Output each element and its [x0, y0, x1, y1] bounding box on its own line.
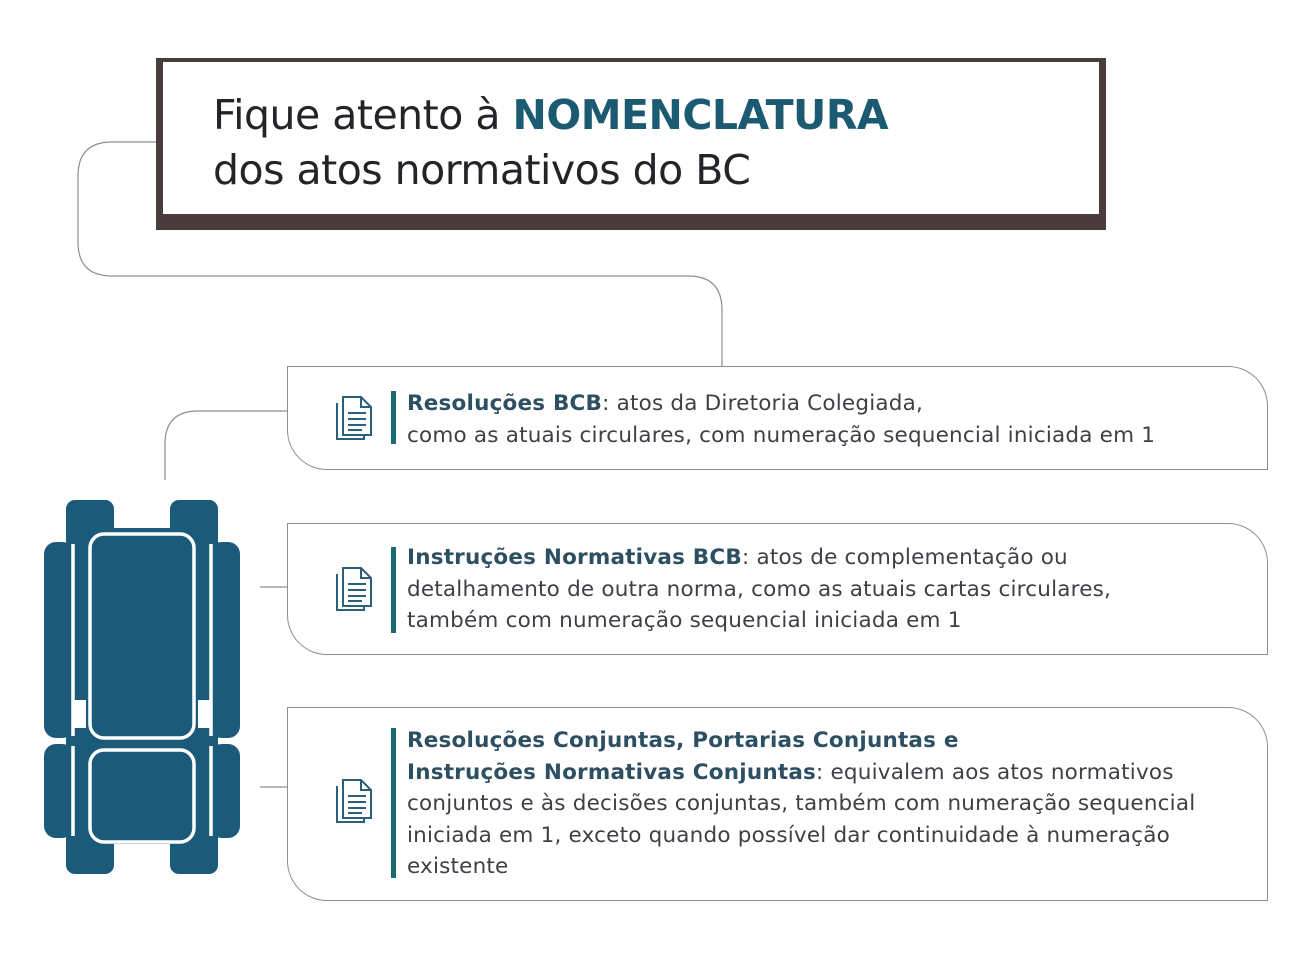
- card-line-5: existente: [407, 854, 509, 879]
- title-box: [163, 62, 1099, 214]
- title-prefix: Fique atento à: [213, 91, 513, 139]
- document-icon: [334, 778, 374, 824]
- card-term: Resoluções BCB: [407, 391, 603, 416]
- card-text: [407, 542, 1253, 637]
- bc-logo-icon: [42, 500, 242, 874]
- title-line-2: dos atos normativos do BC: [213, 146, 751, 194]
- title-highlight: NOMENCLATURA: [512, 91, 889, 139]
- card-instrucoes-normativas-bcb: [287, 523, 1268, 655]
- card-text: [407, 388, 1253, 451]
- document-icon: [334, 566, 374, 612]
- card-line-3: conjuntos e às decisões conjuntas, também com numeração sequencial: [407, 791, 1196, 816]
- card-accent-bar: [391, 391, 396, 444]
- card-line-1: Resoluções BCB: atos da Diretoria Colegiada,: [407, 391, 924, 416]
- card-line-3: também com numeração sequencial iniciada em 1: [407, 608, 962, 633]
- card-text: [407, 725, 1253, 883]
- card-term: Instruções Normativas BCB: [407, 545, 742, 570]
- card-line-2: detalhamento de outra norma, como as atuais cartas circulares,: [407, 576, 1112, 602]
- card-line-2: Instruções Normativas Conjuntas: equivalem aos atos normativos: [407, 759, 1174, 785]
- title-line-1: [213, 88, 1099, 143]
- card-term: Resoluções Conjuntas, Portarias Conjuntas e: [407, 728, 959, 753]
- card-line-2: como as atuais circulares, com numeração sequencial iniciada em 1: [407, 422, 1156, 448]
- card-line-1: [407, 725, 1253, 757]
- card-term-2: Instruções Normativas Conjuntas: [407, 759, 817, 785]
- card-line-4: iniciada em 1, exceto quando possível dar continuidade à numeração: [407, 822, 1170, 848]
- card-accent-bar: [391, 547, 396, 633]
- card-accent-bar: [391, 728, 396, 878]
- card-1-connector: [165, 411, 287, 480]
- card-atos-conjuntos: [287, 707, 1268, 901]
- document-icon: [334, 395, 374, 441]
- card-resolucoes-bcb: [287, 366, 1268, 470]
- card-line-1: Instruções Normativas BCB: atos de complementação ou: [407, 545, 1068, 570]
